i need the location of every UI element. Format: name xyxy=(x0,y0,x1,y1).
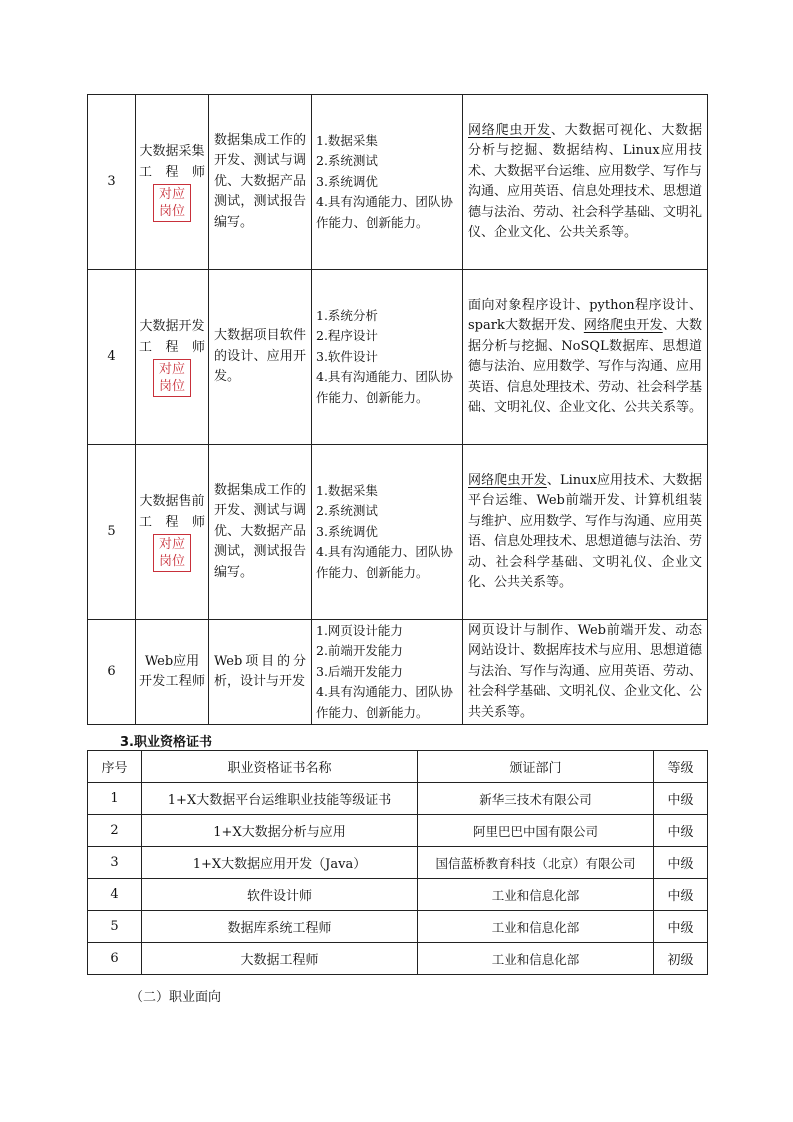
course-list: 、大数据分析与挖掘、NoSQL数据库、思想道德与法治、应用数学、写作与沟通、应用英语、信息处理技术、劳动、社会科学基础、文明礼仪、企业文化、公共关系等。 xyxy=(468,318,703,415)
job-number: 5 xyxy=(88,445,136,620)
cert-name: 1+X大数据平台运维职业技能等级证书 xyxy=(142,783,418,815)
job-abilities xyxy=(312,620,463,725)
cert-name: 数据库系统工程师 xyxy=(142,911,418,943)
section-title-certificates: 3.职业资格证书 xyxy=(120,735,212,750)
corresponding-post-stamp: 对应岗位 xyxy=(153,359,191,397)
ability-item: 2.前端开发能力 xyxy=(316,643,403,659)
job-abilities xyxy=(312,95,463,270)
cert-number: 4 xyxy=(88,879,142,911)
job-post-cell xyxy=(136,620,209,725)
ability-item: 1.数据采集 xyxy=(316,482,378,498)
job-post-cell xyxy=(136,445,209,620)
cert-name: 1+X大数据应用开发（Java） xyxy=(142,847,418,879)
ability-item: 3.后端开发能力 xyxy=(316,663,403,679)
job-description: 数据集成工作的开发、测试与调优、大数据产品测试，测试报告编写。 xyxy=(209,445,312,620)
table-row xyxy=(88,879,708,911)
job-courses: 网页设计与制作、Web前端开发、动态网站设计、数据库技术与应用、思想道德与法治、写作与沟通、应用英语、劳动、社会科学基础、文明礼仪、企业文化、公共关系等。 xyxy=(463,620,708,725)
ability-item: 3.系统调优 xyxy=(316,173,378,189)
column-header: 序号 xyxy=(88,751,142,783)
cert-number: 3 xyxy=(88,847,142,879)
cert-level: 中级 xyxy=(654,879,708,911)
job-number: 6 xyxy=(88,620,136,725)
ability-item: 2.系统测试 xyxy=(316,153,378,169)
job-post: 大数据售前工程师 xyxy=(139,494,205,530)
cert-name: 软件设计师 xyxy=(142,879,418,911)
cert-issuer: 国信蓝桥教育科技（北京）有限公司 xyxy=(418,847,654,879)
job-abilities xyxy=(312,270,463,445)
ability-item: 3.系统调优 xyxy=(316,523,378,539)
course-list: 、Linux应用技术、大数据平台运维、Web前端开发、计算机组装与维护、应用数学、写作与沟通、应用英语、信息处理技术、思想道德与法治、劳动、社会科学基础、文明礼仪、企业文化、公共关系等。 xyxy=(468,472,703,590)
cert-level: 初级 xyxy=(654,943,708,975)
job-description: 数据集成工作的开发、测试与调优、大数据产品测试，测试报告编写。 xyxy=(209,95,312,270)
cert-issuer: 阿里巴巴中国有限公司 xyxy=(418,815,654,847)
ability-item: 4.具有沟通能力、团队协作能力、创新能力。 xyxy=(316,194,453,230)
job-courses xyxy=(463,95,708,270)
cert-issuer: 工业和信息化部 xyxy=(418,943,654,975)
ability-item: 1.网页设计能力 xyxy=(316,622,403,638)
job-number: 4 xyxy=(88,270,136,445)
certificate-table xyxy=(87,750,708,975)
job-courses xyxy=(463,270,708,445)
ability-item: 3.软件设计 xyxy=(316,348,378,364)
job-courses xyxy=(463,445,708,620)
job-post: 大数据采集工程师 xyxy=(139,144,205,180)
cert-level: 中级 xyxy=(654,783,708,815)
cert-number: 2 xyxy=(88,815,142,847)
job-row xyxy=(88,95,708,270)
column-header: 职业资格证书名称 xyxy=(142,751,418,783)
ability-item: 4.具有沟通能力、团队协作能力、创新能力。 xyxy=(316,544,453,580)
cert-issuer: 工业和信息化部 xyxy=(418,911,654,943)
underlined-course: 网络爬虫开发 xyxy=(468,122,551,138)
table-row xyxy=(88,943,708,975)
table-row xyxy=(88,783,708,815)
column-header: 等级 xyxy=(654,751,708,783)
job-post-cell xyxy=(136,95,209,270)
job-row xyxy=(88,620,708,725)
job-abilities xyxy=(312,445,463,620)
table-header-row xyxy=(88,751,708,783)
job-table xyxy=(87,94,708,725)
cert-level: 中级 xyxy=(654,847,708,879)
cert-issuer: 新华三技术有限公司 xyxy=(418,783,654,815)
table-row xyxy=(88,815,708,847)
job-description: 大数据项目软件的设计、应用开发。 xyxy=(209,270,312,445)
ability-item: 2.系统测试 xyxy=(316,503,378,519)
underlined-course: 网络爬虫开发 xyxy=(468,472,547,488)
course-list: 面向对象程序设计、python程序设计、spark大数据开发、 xyxy=(468,297,702,333)
ability-item: 4.具有沟通能力、团队协作能力、创新能力。 xyxy=(316,369,453,405)
cert-level: 中级 xyxy=(654,815,708,847)
cert-number: 1 xyxy=(88,783,142,815)
ability-item: 2.程序设计 xyxy=(316,328,378,344)
corresponding-post-stamp: 对应岗位 xyxy=(153,184,191,222)
ability-item: 4.具有沟通能力、团队协作能力、创新能力。 xyxy=(316,684,453,720)
job-post-cell xyxy=(136,270,209,445)
job-description: Web项目的分析，设计与开发 xyxy=(209,620,312,725)
job-post: 大数据开发工程师 xyxy=(139,319,205,355)
job-post: Web应用开发工程师 xyxy=(139,653,205,689)
cert-level: 中级 xyxy=(654,911,708,943)
table-row xyxy=(88,911,708,943)
course-list: 、大数据可视化、大数据分析与挖掘、数据结构、Linux应用技术、大数据平台运维、应用数学、写作与沟通、应用英语、信息处理技术、思想道德与法治、劳动、社会科学基础、文明礼仪、企业文化、公共关系等。 xyxy=(468,122,703,240)
cert-issuer: 工业和信息化部 xyxy=(418,879,654,911)
column-header: 颁证部门 xyxy=(418,751,654,783)
section-heading-career-orientation: （二）职业面向 xyxy=(130,990,222,1005)
job-number: 3 xyxy=(88,95,136,270)
job-row xyxy=(88,445,708,620)
table-row xyxy=(88,847,708,879)
cert-number: 6 xyxy=(88,943,142,975)
job-row xyxy=(88,270,708,445)
underlined-course: 网络爬虫开发 xyxy=(583,318,663,333)
cert-name: 大数据工程师 xyxy=(142,943,418,975)
cert-name: 1+X大数据分析与应用 xyxy=(142,815,418,847)
cert-number: 5 xyxy=(88,911,142,943)
ability-item: 1.系统分析 xyxy=(316,307,378,323)
ability-item: 1.数据采集 xyxy=(316,132,378,148)
corresponding-post-stamp: 对应岗位 xyxy=(153,534,191,572)
